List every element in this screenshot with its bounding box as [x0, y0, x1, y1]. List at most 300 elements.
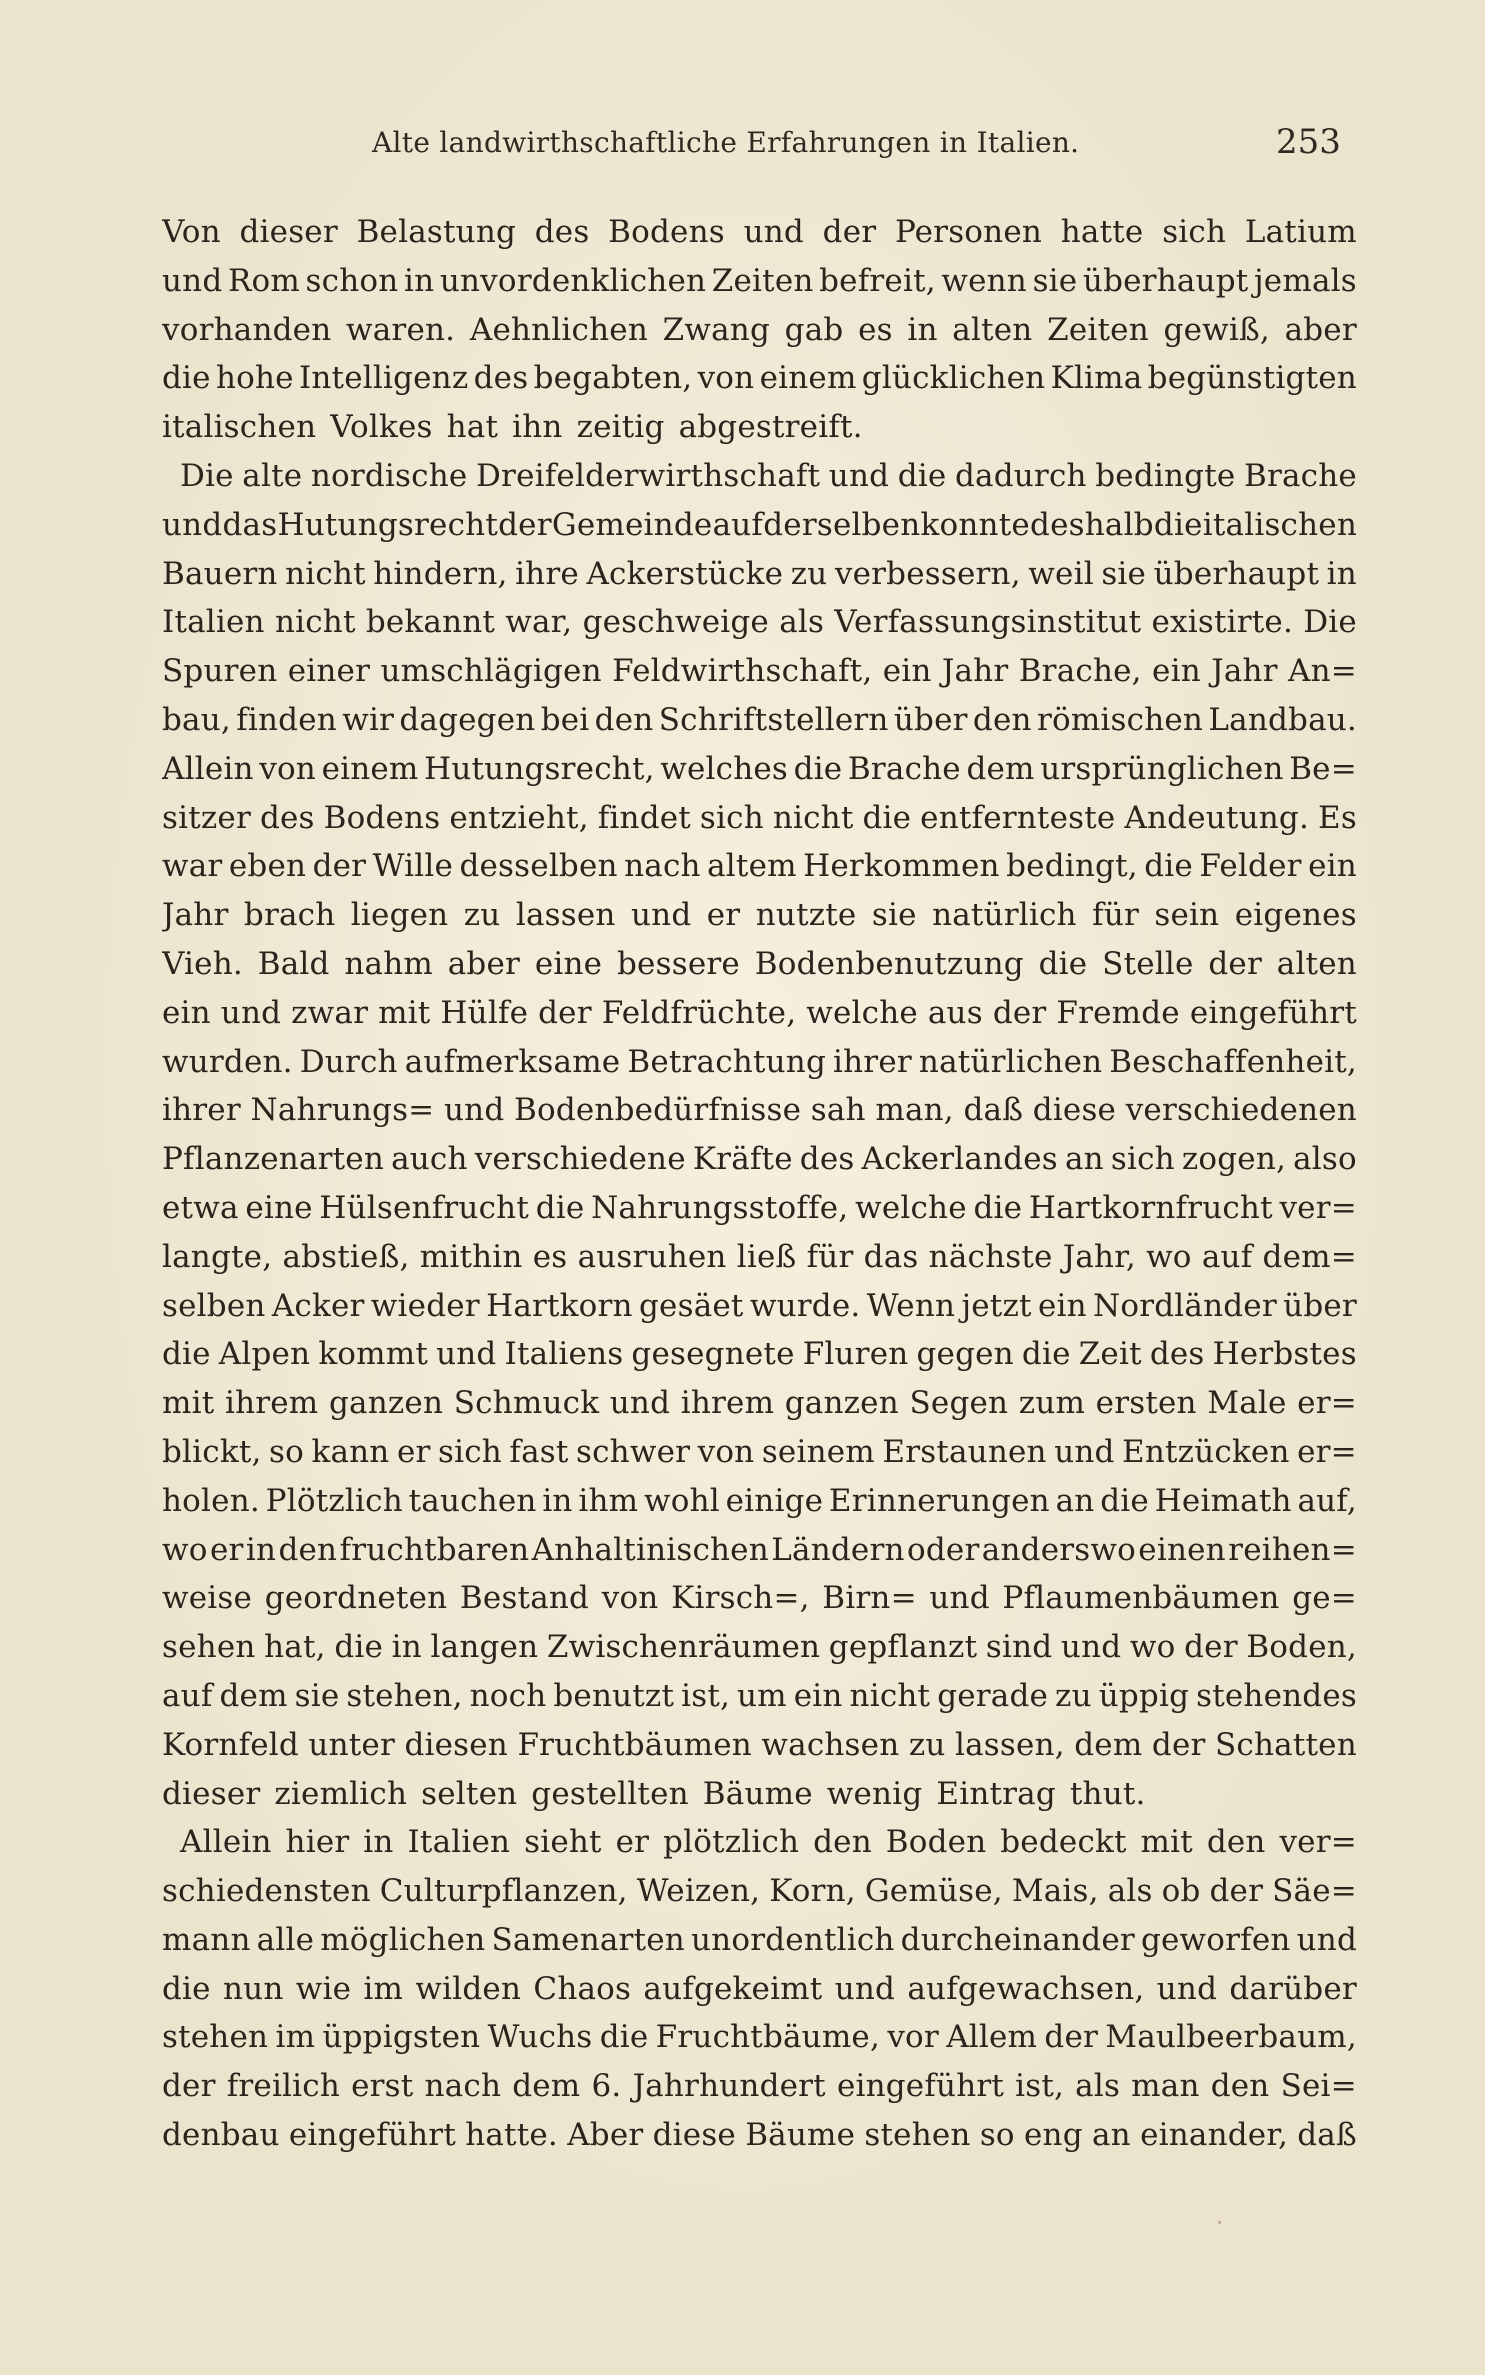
word: noch — [469, 1677, 547, 1714]
word: bedeckt — [1000, 1824, 1127, 1861]
word: Felder — [1199, 848, 1302, 885]
word: der — [1184, 1629, 1238, 1666]
word: Boden — [885, 1824, 987, 1861]
word: zu — [908, 1726, 946, 1763]
text-line — [162, 1086, 1357, 1135]
word: freilich — [226, 2068, 341, 2105]
word: wenig — [826, 1775, 923, 1812]
word: nicht — [772, 799, 854, 836]
word: Weizen, — [636, 1873, 761, 1910]
word: altem — [707, 848, 797, 885]
word: hier — [285, 1824, 350, 1861]
word: der — [1044, 2019, 1099, 2056]
word: des — [473, 360, 529, 397]
word: und — [743, 214, 804, 250]
word: sie — [294, 1677, 340, 1714]
word: auf — [712, 506, 764, 543]
word: hat, — [264, 1629, 326, 1666]
word: Latium — [1244, 214, 1357, 250]
word: die — [862, 799, 912, 836]
word: einen — [1138, 1531, 1226, 1568]
word: für — [1092, 897, 1139, 934]
word: italischen — [1202, 506, 1357, 543]
word: die — [1021, 1336, 1071, 1373]
word: Pflanzenarten — [162, 1141, 385, 1178]
word: Hutungsrecht — [277, 506, 498, 543]
word: aber — [1284, 311, 1357, 348]
word: im — [363, 1970, 404, 2007]
word: hindern, — [373, 555, 508, 592]
word: sie — [1101, 555, 1147, 592]
word: gesegnete — [631, 1336, 795, 1373]
word: die — [162, 1970, 211, 2007]
word: daß — [963, 1092, 1024, 1129]
word: so — [269, 1433, 304, 1470]
text-line — [162, 745, 1357, 794]
word: Intelligenz — [298, 360, 469, 397]
word: Allem — [946, 2019, 1038, 2056]
word: dem — [966, 750, 1035, 787]
word: der — [1151, 1726, 1206, 1763]
text-line — [162, 842, 1357, 891]
word: einem — [759, 360, 857, 397]
word: sich — [699, 799, 764, 836]
word: geordneten — [264, 1580, 448, 1617]
word: die — [334, 1629, 384, 1666]
word: schiedensten — [162, 1873, 371, 1910]
word: Kirsch=, — [671, 1580, 810, 1617]
word: des — [534, 214, 590, 250]
word: Zwang — [662, 311, 771, 348]
word: von — [697, 360, 755, 397]
word: geschweige — [582, 604, 769, 641]
word: der — [822, 214, 877, 250]
word: finden — [236, 701, 337, 738]
word: sah — [810, 1092, 866, 1129]
word: der — [992, 994, 1047, 1031]
word: Heimath — [1154, 1482, 1292, 1519]
word: sind — [985, 1629, 1053, 1666]
word: wo — [1129, 1629, 1176, 1666]
word: natürlich — [932, 897, 1077, 934]
word: gestellten — [531, 1775, 689, 1812]
word: hatte — [1060, 214, 1144, 250]
word: sitzer — [162, 799, 251, 836]
word: in — [363, 1824, 394, 1861]
text-line — [162, 2111, 1357, 2160]
word: die — [162, 1336, 211, 1373]
text-line — [162, 1574, 1357, 1623]
word: aufgewachsen, — [907, 1970, 1145, 2007]
word: es — [858, 311, 893, 348]
word: Schmuck — [453, 1385, 600, 1422]
word: den — [1210, 2068, 1270, 2105]
word: ersten — [1095, 1385, 1197, 1422]
word: für — [806, 1238, 854, 1275]
word: entfernteste — [920, 799, 1116, 836]
word: ganzen — [328, 1385, 444, 1422]
word: Nordländer — [1093, 1287, 1277, 1324]
word: ein — [1152, 653, 1201, 690]
word: als — [1107, 1873, 1153, 1910]
word: denbau — [162, 2117, 280, 2154]
word: Verfassungsinstitut — [834, 604, 1142, 641]
word: er — [615, 1824, 650, 1861]
word: die — [897, 457, 947, 494]
word: Bauern — [162, 555, 278, 592]
word: waren. — [346, 311, 456, 348]
word: Wille — [372, 848, 454, 885]
word: und — [162, 262, 223, 299]
word: zogen, — [1181, 1141, 1287, 1178]
word: aus — [927, 994, 983, 1031]
word: den — [278, 1531, 338, 1568]
text-line — [162, 940, 1357, 989]
word: des — [1149, 1336, 1205, 1373]
word: er= — [1297, 1385, 1357, 1422]
word: Aber — [567, 2117, 644, 2154]
word: zeitig — [576, 409, 665, 446]
word: nahm — [344, 945, 433, 982]
word: alten — [952, 311, 1033, 348]
word: schon — [305, 262, 399, 299]
word: erst — [351, 2068, 414, 2105]
word: Aehnlichen — [469, 311, 648, 348]
word: die — [793, 750, 843, 787]
word: Hutungsrecht, — [424, 750, 655, 787]
word: Herkommen — [803, 848, 1000, 885]
word: Volkes — [330, 409, 433, 446]
word: Erinnerungen — [828, 1482, 1050, 1519]
text-line — [162, 501, 1357, 550]
word: lassen — [515, 897, 616, 934]
word: Hülsenfrucht — [319, 1189, 529, 1226]
word: die — [162, 360, 211, 397]
word: dem — [1074, 1726, 1143, 1763]
word: selten — [421, 1775, 518, 1812]
word: befreit, — [819, 262, 936, 299]
word: Bäume — [745, 2117, 856, 2154]
text-line — [162, 257, 1357, 306]
word: nach — [624, 848, 701, 885]
word: diese — [1032, 1092, 1117, 1129]
word: Zeit — [1078, 1336, 1142, 1373]
word: nun — [222, 1970, 284, 2007]
word: weil — [1028, 555, 1094, 592]
word: weise — [162, 1580, 253, 1617]
word: nordische — [310, 457, 468, 494]
word: Be= — [1289, 750, 1357, 787]
word: Herbstes — [1212, 1336, 1357, 1373]
text-line — [162, 1330, 1357, 1379]
text-line — [162, 891, 1357, 940]
word: An= — [1288, 653, 1357, 690]
word: um — [737, 1677, 787, 1714]
word: eingeführt — [836, 2068, 1005, 2105]
word: gab — [784, 311, 844, 348]
word: über — [893, 701, 968, 738]
word: unordentlich — [691, 1921, 895, 1958]
word: ihrer — [833, 1043, 912, 1080]
text-line — [162, 1721, 1357, 1770]
word: in — [542, 1482, 573, 1519]
word: die — [599, 2019, 649, 2056]
text-line — [162, 647, 1357, 696]
word: Italien — [162, 604, 265, 641]
word: den — [813, 1824, 872, 1861]
word: gegen — [916, 1336, 1014, 1373]
word: fruchtbaren — [339, 1531, 530, 1568]
word: abgestreift. — [678, 409, 863, 446]
word: wilden — [415, 1970, 522, 2007]
word: jetzt — [961, 1287, 1032, 1324]
word: diesen — [404, 1726, 508, 1763]
word: Nahrungsstoffe, — [591, 1189, 849, 1226]
word: Schatten — [1215, 1726, 1357, 1763]
word: gewiß, — [1163, 311, 1270, 348]
word: nicht — [274, 604, 356, 641]
word: derselben — [763, 506, 921, 543]
word: einige — [725, 1482, 824, 1519]
word: Dreifelderwirthschaft — [476, 457, 821, 494]
word: im — [275, 2019, 316, 2056]
word: brach — [243, 897, 336, 934]
word: und — [828, 457, 890, 494]
word: reihen= — [1228, 1531, 1357, 1568]
word: er= — [1297, 1433, 1357, 1470]
word: Stelle — [1102, 945, 1194, 982]
word: Es — [1318, 799, 1357, 836]
word: Schriftstellern — [658, 701, 889, 738]
word: an — [1055, 1482, 1095, 1519]
word: diese — [652, 2117, 736, 2154]
word: Betrachtung — [627, 1043, 827, 1080]
word: kommt — [318, 1336, 429, 1373]
word: verschiedene — [474, 1141, 686, 1178]
word: nutzte — [755, 897, 857, 934]
word: Bäume — [702, 1775, 813, 1812]
word: liegen — [350, 897, 449, 934]
word: er — [209, 1531, 244, 1568]
word: Beschaffenheit, — [1109, 1043, 1357, 1080]
word: dieser — [162, 1775, 261, 1812]
word: Brache — [1243, 457, 1357, 494]
word: ein — [162, 994, 211, 1031]
word: stehen — [864, 2117, 971, 2154]
paper-speck — [1218, 2221, 1221, 2224]
word: Jahr — [162, 897, 229, 934]
word: der — [162, 2068, 216, 2105]
word: wie — [295, 1970, 352, 2007]
word: einer — [287, 653, 371, 690]
word: begünstigten — [1147, 360, 1357, 397]
word: Zwischenräumen — [546, 1629, 821, 1666]
word: zwar — [291, 994, 369, 1031]
word: über — [1283, 1287, 1357, 1324]
word: glücklichen — [861, 360, 1046, 397]
word: Brache, — [1018, 653, 1142, 690]
text-line — [162, 1916, 1357, 1965]
word: Korn, — [769, 1873, 856, 1910]
word: Italien — [407, 1824, 511, 1861]
word: in — [907, 311, 938, 348]
text-line — [162, 1184, 1357, 1233]
text-line — [162, 794, 1357, 843]
word: eingeführt — [1189, 994, 1357, 1031]
word: in — [391, 1629, 422, 1666]
word: wo — [1146, 1238, 1192, 1275]
word: welche — [855, 1189, 967, 1226]
word: es — [532, 1238, 568, 1275]
word: wenn — [941, 262, 1027, 299]
page-number: 253 — [1276, 122, 1341, 162]
word: sein — [1154, 897, 1220, 934]
word: ein — [882, 653, 932, 690]
word: und — [834, 1970, 896, 2007]
word: stehen, — [346, 1677, 463, 1714]
word: bessere — [617, 945, 740, 982]
word: Sei= — [1280, 2068, 1357, 2105]
text-line — [162, 1379, 1357, 1428]
word: und — [1054, 1433, 1115, 1470]
word: dagegen — [399, 701, 536, 738]
word: Italiens — [504, 1336, 624, 1373]
text-line — [162, 1672, 1357, 1721]
word: einander, — [1140, 2117, 1289, 2154]
word: bei — [540, 701, 590, 738]
word: alten — [1276, 945, 1357, 982]
word: Hülfe — [440, 994, 529, 1031]
word: an — [1064, 1141, 1104, 1178]
text-line — [162, 696, 1357, 745]
word: die — [1100, 1482, 1149, 1519]
word: bau, — [162, 701, 231, 738]
word: Die — [1303, 604, 1357, 641]
word: Wuchs — [487, 2019, 593, 2056]
word: wohl — [643, 1482, 720, 1519]
word: aber — [447, 945, 521, 982]
word: Chaos — [533, 1970, 632, 2007]
word: mann — [162, 1921, 251, 1958]
word: und — [609, 1385, 671, 1422]
word: ihn — [512, 409, 563, 446]
word: sich — [1162, 214, 1227, 250]
word: Hartkornfrucht — [1028, 1189, 1273, 1226]
word: er — [706, 897, 741, 934]
word: eng — [1024, 2117, 1083, 2154]
word: vor — [887, 2019, 939, 2056]
word: von — [259, 750, 316, 787]
word: ein — [793, 1677, 843, 1714]
text-line — [162, 1428, 1357, 1477]
word: dem= — [1262, 1238, 1357, 1275]
word: die — [1038, 945, 1088, 982]
word: und — [929, 1580, 990, 1617]
text-line — [162, 2062, 1357, 2111]
text-line — [162, 354, 1357, 403]
word: an — [1092, 2117, 1131, 2154]
word: hohe — [215, 360, 294, 397]
text-line — [162, 2013, 1357, 2062]
word: Ackerstücke — [586, 555, 784, 592]
word: mit — [1140, 1824, 1193, 1861]
word: unter — [308, 1726, 395, 1763]
word: des — [259, 799, 315, 836]
word: Gemüse, — [864, 1873, 1003, 1910]
word: dem — [512, 2068, 581, 2105]
word: Hartkorn — [486, 1287, 633, 1324]
word: wachsen — [761, 1726, 900, 1763]
word: Nahrungs= — [250, 1092, 435, 1129]
text-line — [162, 989, 1357, 1038]
word: nicht — [285, 555, 366, 592]
word: war, — [505, 604, 573, 641]
word: gerade — [937, 1677, 1049, 1714]
word: Bodens — [608, 214, 725, 250]
word: Die — [180, 457, 234, 494]
word: darüber — [1229, 1970, 1357, 2007]
word: Bodenbedürfnisse — [513, 1092, 802, 1129]
word: anderswo — [981, 1531, 1136, 1568]
text-line — [162, 550, 1357, 599]
word: wo — [162, 1531, 208, 1568]
word: von — [601, 1580, 659, 1617]
word: auf — [162, 1677, 213, 1714]
word: zu — [790, 555, 828, 592]
word: und — [443, 1092, 505, 1129]
word: alte — [242, 457, 303, 494]
word: welches — [660, 750, 789, 787]
word: ließ — [736, 1238, 797, 1275]
word: Wenn — [866, 1287, 956, 1324]
word: Segen — [909, 1385, 1009, 1422]
word: bekannt — [365, 604, 496, 641]
word: ausruhen — [577, 1238, 727, 1275]
word: Boden, — [1246, 1629, 1357, 1666]
word: und — [1296, 1921, 1357, 1958]
word: mit — [378, 994, 431, 1031]
word: üppigsten — [322, 2019, 481, 2056]
word: des — [799, 1141, 855, 1178]
word: daß — [1297, 2117, 1357, 2154]
word: der — [498, 506, 552, 543]
word: Culturpflanzen, — [379, 1873, 628, 1910]
word: das — [863, 1238, 919, 1275]
word: ver= — [1279, 1824, 1357, 1861]
word: Rom — [227, 262, 300, 299]
word: überhaupt — [1082, 262, 1249, 299]
word: natürlichen — [918, 1043, 1103, 1080]
word: nach — [424, 2068, 502, 2105]
word: als — [1075, 2068, 1121, 2105]
word: und — [162, 506, 223, 543]
word: zum — [1018, 1385, 1086, 1422]
word: konnte — [920, 506, 1030, 543]
word: und — [1060, 1629, 1122, 1666]
word: Gemeinde — [551, 506, 713, 543]
word: ihrer — [162, 1092, 241, 1129]
word: verschiedenen — [1125, 1092, 1357, 1129]
word: in — [403, 262, 435, 299]
word: abstieß, — [282, 1238, 410, 1275]
word: Jahr — [941, 653, 1009, 690]
word: Brache — [847, 750, 961, 787]
word: Zeiten — [711, 262, 814, 299]
word: den — [594, 701, 654, 738]
word: langte, — [162, 1238, 273, 1275]
word: blickt, — [162, 1433, 262, 1470]
word: Alpen — [218, 1336, 311, 1373]
